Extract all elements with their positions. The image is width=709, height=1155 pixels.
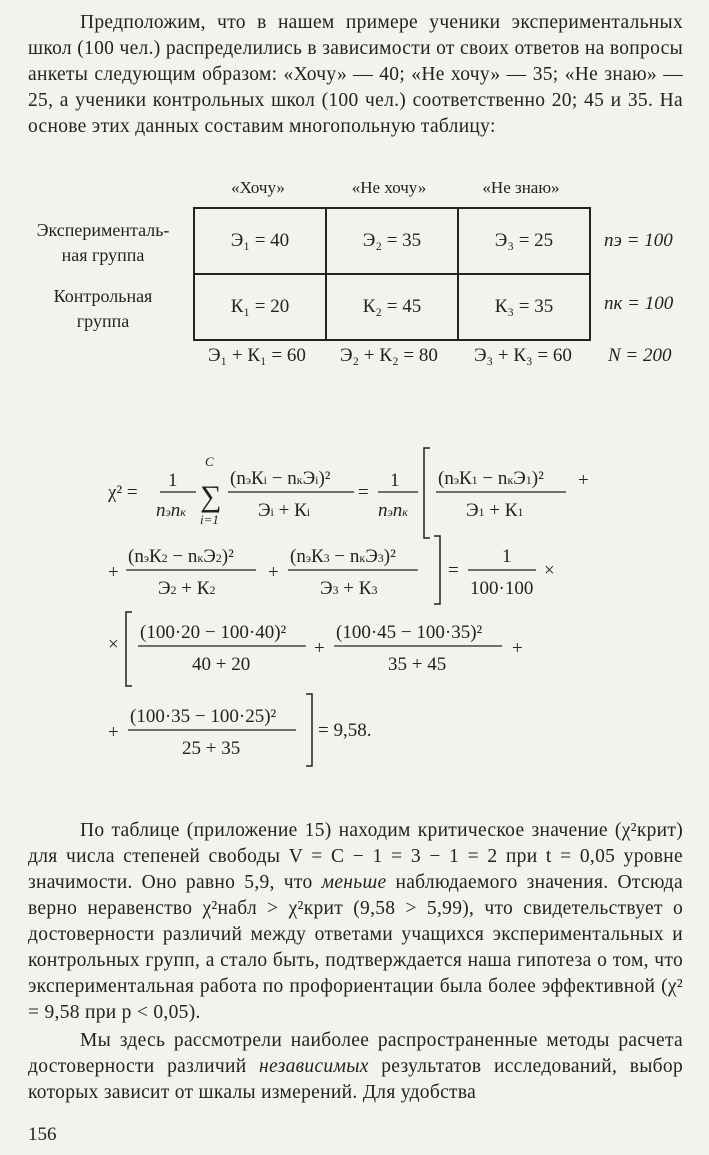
svg-text:1: 1 (168, 470, 178, 491)
row-label-experimental-line1: Эксперименталь- (36, 220, 170, 240)
table-row (194, 208, 590, 274)
svg-text:1: 1 (390, 470, 400, 491)
svg-text:=: = (448, 560, 459, 581)
svg-text:Э2 + К2: Э2 + К2 (158, 578, 216, 599)
table-cell: Э₁ = 40 (194, 208, 326, 274)
emphasis-less: меньше (321, 872, 387, 893)
svg-text:(100·20 − 100·40)²: (100·20 − 100·40)² (140, 622, 287, 643)
svg-text:+: + (314, 638, 325, 659)
svg-text:×: × (544, 560, 555, 581)
svg-text:100·100: 100·100 (470, 578, 534, 599)
row-total-experimental: nэ = 100 (604, 230, 673, 251)
svg-text:(100·45 − 100·35)²: (100·45 − 100·35)² (336, 622, 483, 643)
svg-text:25 + 35: 25 + 35 (182, 738, 241, 759)
row-label-control-line2: группа (76, 311, 130, 331)
conclusion-paragraph (28, 818, 683, 1026)
row-total-control: nк = 100 (604, 293, 674, 314)
svg-text:=: = (358, 482, 369, 503)
summary-text-b: результатов исследований, выбор которых зависит от шкалы измерений. Для удобства (28, 1056, 683, 1103)
svg-text:χ² =: χ² = (108, 482, 138, 503)
table-cell: К₃ = 35 (458, 274, 590, 340)
svg-text:nэnк: nэnк (378, 500, 408, 521)
svg-text:Э3 + К3: Э3 + К3 (320, 578, 378, 599)
table-cell: Э₂ = 35 (326, 208, 458, 274)
svg-text:+: + (578, 470, 589, 491)
col-header-want: «Хочу» (231, 178, 285, 197)
col-header-dont-want: «Не хочу» (351, 178, 427, 197)
table-cell: Э₃ = 25 (458, 208, 590, 274)
svg-text:Эi + Кi: Эi + Кi (258, 500, 311, 521)
row-label-control (18, 284, 188, 334)
svg-text:∑: ∑ (200, 480, 222, 513)
page-number: 156 (28, 1124, 57, 1145)
column-total: Э₃ + К₃ = 60 (474, 345, 572, 366)
col-header-dont-know: «Не знаю» (482, 178, 560, 197)
svg-text:C: C (205, 454, 214, 469)
chi-square-result: = 9,58. (318, 720, 372, 741)
svg-text:1: 1 (502, 546, 512, 567)
conclusion-text-b: наблюдаемого значения. Отсюда верно неравенство χ²набл > χ²крит (9,58 > 5,99), что свидетельствует о достоверности различий между ответами учащихся экспериментальных и контрольных групп, а стало быть, подтверждается наша гипотеза о том, что экспериментальная работа по профориентации была более эффективной (χ² = 9,58 при p < 0,05). (28, 872, 683, 1023)
contingency-table (193, 207, 591, 341)
summary-text-a: Мы здесь рассмотрели наиболее распространенные методы расчета достоверности различий (28, 1030, 683, 1077)
table-row (194, 274, 590, 340)
intro-paragraph (28, 10, 683, 140)
table-cell: К₁ = 20 (194, 274, 326, 340)
svg-text:+: + (108, 722, 119, 743)
grand-total: N = 200 (608, 345, 672, 366)
emphasis-independent: независимых (259, 1056, 369, 1077)
svg-text:(100·35 − 100·25)²: (100·35 − 100·25)² (130, 706, 277, 727)
svg-text:(nэКi − nкЭi)²: (nэКi − nкЭi)² (230, 468, 331, 489)
svg-text:(nэК3 − nкЭ3)²: (nэК3 − nкЭ3)² (290, 546, 396, 567)
column-total: Э₂ + К₂ = 80 (340, 345, 438, 366)
conclusion-text-a: По таблице (приложение 15) находим критическое значение (χ²крит) для числа степеней свободы V = C − 1 = 3 − 1 = 2 при t = 0,05 уровне значимости. Оно равно 5,9, что (28, 820, 683, 893)
column-total: Э₁ + К₁ = 60 (208, 345, 306, 366)
row-label-experimental (18, 218, 188, 268)
chi-square-formula (108, 440, 688, 780)
svg-text:+: + (108, 562, 119, 583)
summary-paragraph (28, 1028, 683, 1106)
svg-text:×: × (108, 634, 119, 655)
svg-text:35 + 45: 35 + 45 (388, 654, 447, 675)
svg-text:+: + (268, 562, 279, 583)
svg-text:+: + (512, 638, 523, 659)
svg-text:(nэК2 − nкЭ2)²: (nэК2 − nкЭ2)² (128, 546, 234, 567)
svg-text:i=1: i=1 (200, 512, 219, 527)
svg-text:40 + 20: 40 + 20 (192, 654, 251, 675)
row-label-experimental-line2: ная группа (61, 245, 145, 265)
svg-text:Э1 + К1: Э1 + К1 (466, 500, 524, 521)
svg-text:(nэК1 − nкЭ1)²: (nэК1 − nкЭ1)² (438, 468, 544, 489)
svg-text:nэnк: nэnк (156, 500, 186, 521)
table-cell: К₂ = 45 (326, 274, 458, 340)
row-label-control-line1: Контрольная (53, 286, 153, 306)
intro-text: Предположим, что в нашем примере ученики экспериментальных школ (100 чел.) распределились в зависимости от своих ответов на вопросы анкеты следующим образом: «Хочу» — 40; «Не хочу» — 35; «Не знаю» — 25, а ученики контрольных школ (100 чел.) соответственно 20; 45 и 35. На основе этих данных составим многопольную таблицу: (28, 12, 683, 137)
